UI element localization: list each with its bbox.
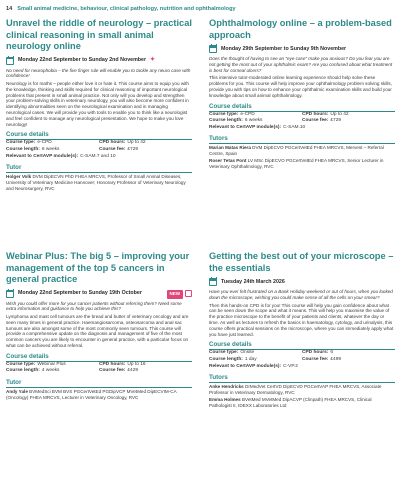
calendar-icon xyxy=(209,45,217,53)
course-dates-text: Monday 22nd September to Sunday 19th October xyxy=(18,290,142,297)
course-type: e-CPD xyxy=(37,140,52,146)
relevant-modules: C-VP.2 xyxy=(283,363,298,369)
course-details xyxy=(209,350,395,370)
calendar-icon xyxy=(209,278,217,286)
tutor-entry xyxy=(209,397,395,409)
course-details-heading: Course details xyxy=(6,131,192,140)
course-length: 6 weeks xyxy=(244,118,263,124)
tutor-entry xyxy=(6,389,192,401)
course-fee: £729 xyxy=(127,147,139,153)
course-details-heading: Course details xyxy=(209,103,395,112)
course-details xyxy=(6,362,192,375)
webinar-icon xyxy=(185,290,192,297)
course-description: This intensive tutor-moderated online learning experience should help solve these problems for you. This course will help improve your ophthalmology problem solving skills, provide you with tips on how to enhance your ophthalmic examination skills and build your knowledge about small animal ophthalmology. xyxy=(209,75,392,98)
section-title: Small animal medicine, behaviour, clinical pathology, nutrition and ophthalmology xyxy=(17,6,236,12)
cpd-hours: Up to 42 xyxy=(127,140,146,146)
course-type: Webinar Plus xyxy=(37,361,66,367)
cpd-hours: 6 xyxy=(330,350,334,356)
tutor-name: Marian Matas Riera xyxy=(209,145,251,151)
course-description: Lymphoma and mast cell tumours are the bread and butter of veterinary oncology and are seen many times in general practice. Haemangiosarcoma, osteosarcoma and anal sac tumours are also amongst some of the most commonly seen tumours. This course will provide a comprehensive update on the diagnosis and management of five of the most common cancers you are likely to encounter in general practice, with a particular focus on what can be achieved without referral. xyxy=(6,314,189,349)
course-intro: Have you ever felt frustrated on a Bank Holiday weekend or out of hours, when you looked down the microscope, wishing you could make sense of all the cells on your smear? xyxy=(209,289,393,300)
course-dates-text: Monday 29th September to Sunday 9th November xyxy=(221,45,347,52)
label-cpd-hours: CPD hours: xyxy=(99,140,126,146)
cpd-hours: Up to 42 xyxy=(330,111,349,117)
course-title: Ophthalmology online – a problem-based approach xyxy=(209,18,392,40)
course-neurology xyxy=(6,18,192,192)
new-badge: NEW xyxy=(167,290,184,300)
cpd-hours: Up to 16 xyxy=(127,361,146,367)
page-header xyxy=(6,6,236,12)
label-course-fee: Course fee: xyxy=(99,147,126,153)
sparkle-icon: ✦ xyxy=(150,57,156,64)
label-relevant: Relevant to CertAVP module(s): xyxy=(209,363,282,369)
course-description: Then this hands-on CPD is for you! This course will help you gain confidence about what can be seen down the scope and what it means. This will help you maximise the value of the practice microscope to the benefit of your patients and clients, whatever the day or time. As well as lectures to refresh the basics in haematology, cytology, and urinalysis, this course offers practical sessions on the microscope, where you can immediately apply what you have just learned. xyxy=(209,302,394,337)
course-type: e-CPD xyxy=(240,111,255,117)
course-length: 4 weeks xyxy=(41,368,60,374)
course-intro: Wish you could offer more for your cancer patients without referring them? Need some extra information and guidance to help you achieve this? xyxy=(6,300,182,312)
course-big5-cancers xyxy=(6,251,192,401)
label-course-type: Course type: xyxy=(209,350,239,356)
tutor-credentials: LV MSc DipECVO PGCertVetEd FHEA MRCVS, Senior Lecturer in Veterinary Ophthalmology, RVC xyxy=(209,157,384,169)
label-course-fee: Course fee: xyxy=(302,356,329,362)
label-course-fee: Course fee: xyxy=(302,118,329,124)
tutor-credentials: DVM DipECVN PhD FHEA MRCVS, Professor of Small Animal Diseases, University of Veterinary Medicine Hannover; Honorary Professor of Veterinary Neurology and Neurosurgery, RVC xyxy=(6,174,186,191)
course-intro: No need for neurophobia – the five finger rule will enable you to tackle any neuro case with confidence! xyxy=(6,67,191,79)
label-course-length: Course length: xyxy=(209,118,243,124)
course-fee: £729 xyxy=(330,118,342,124)
label-course-type: Course type: xyxy=(209,111,239,117)
course-microscope xyxy=(209,251,395,408)
calendar-icon xyxy=(6,57,14,65)
tutor-entry xyxy=(209,158,395,170)
course-details xyxy=(209,112,395,132)
tutor-credentials: BVMedSci BVM BVS PGCertVetEd PGDipVCP MVetMed DipECVIM-CA (Oncology) FHEA MRCVS, Lecturer in Veterinary Oncology, RVC xyxy=(6,389,177,400)
tutor-name: Emma Holmes xyxy=(209,396,241,402)
tutor-name: Andy Yale xyxy=(6,389,28,395)
label-course-length: Course length: xyxy=(6,147,40,153)
label-course-type: Course type: xyxy=(6,140,36,146)
tutor-heading: Tutor xyxy=(6,164,192,173)
tutor-entry xyxy=(6,174,192,191)
course-dates xyxy=(209,278,395,286)
tutor-entry xyxy=(209,384,395,396)
page-number: 14 xyxy=(6,6,13,12)
course-details-heading: Course details xyxy=(6,353,192,362)
label-course-length: Course length: xyxy=(209,356,243,362)
course-intro: Does the thought of having to see an "eye case" make you anxious? Do you fear you are not getting the most out of your ophthalmic exam? Are you confused about what treatment is best for corneal ulcers? xyxy=(209,56,393,73)
course-details-heading: Course details xyxy=(209,341,395,350)
tutor-heading: Tutor xyxy=(6,379,192,388)
tutor-name: Holger Volk xyxy=(6,174,32,180)
tutor-entry xyxy=(209,145,395,157)
course-title: Unravel the riddle of neurology – practical clinical reasoning in small animal neurology online xyxy=(6,18,192,51)
label-cpd-hours: CPD hours: xyxy=(302,111,329,117)
label-relevant: Relevant to CertAVP module(s): xyxy=(209,124,282,130)
label-cpd-hours: CPD hours: xyxy=(302,350,329,356)
label-course-type: Course type: xyxy=(6,361,36,367)
tutor-credentials: DrMedVet CertVD DipECVD PGCertVAP FHEA MRCVS, Associate Professor in Veterinary Dermatology, RVC xyxy=(209,384,382,395)
tutor-name: Roser Tetas Pont xyxy=(209,157,247,163)
course-title: Webinar Plus: The big 5 – improving your management of the top 5 cancers in general practice xyxy=(6,251,190,284)
label-cpd-hours: CPD hours: xyxy=(99,361,126,367)
course-dates-text: Monday 22nd September to Sunday 2nd November xyxy=(18,57,147,64)
course-length: 1 day xyxy=(244,356,257,362)
label-course-fee: Course fee: xyxy=(99,368,126,374)
course-dates xyxy=(6,290,192,298)
relevant-modules: C-SAM.10 xyxy=(283,124,306,130)
relevant-modules: C-SAM.7 and 10 xyxy=(80,153,116,159)
course-fee: £499 xyxy=(330,356,342,362)
calendar-icon xyxy=(6,290,14,298)
course-fee: £429 xyxy=(127,368,139,374)
tutor-credentials: DVM DipECVO PGCertVetEd FHEA MRCVS, Mervest – Referral Centre, Spain xyxy=(209,145,384,157)
course-title: Getting the best out of your microscope – the essentials xyxy=(209,251,394,273)
tutor-name: Anke Hendricks xyxy=(209,384,244,390)
course-ophthalmology xyxy=(209,18,395,170)
label-relevant: Relevant to CertAVP module(s): xyxy=(6,153,79,159)
course-length: 6 weeks xyxy=(41,147,60,153)
course-dates xyxy=(6,57,192,65)
tutor-heading: Tutors xyxy=(209,374,395,383)
label-course-length: Course length: xyxy=(6,368,40,374)
badge-group xyxy=(167,290,193,300)
course-details xyxy=(6,140,192,160)
course-dates-text: Tuesday 24th March 2026 xyxy=(221,278,285,285)
course-description: Neurology is for maths – people either love it or hate it. This course aims to equip you with the knowledge, thinking and skills required for clinical reasoning of important neurological problems that present in small animal practice. Not only will you develop and strengthen your problem-solving skills in veterinary neurology, you will also become more confident in identifying abnormalities seen on the neurological examination and in managing neurological cases. We will provide you with tools to enable you to think like a neurologist and feel confident to manage any neurological presentation. We hope to make you love neurology! xyxy=(6,81,189,127)
course-dates xyxy=(209,45,395,53)
tutor-credentials: BVetMed MVetMed DipACVP (Clinpath) FHEA MRCVS, Clinical Pathologist II, IDEXX Laboratories Ltd xyxy=(209,396,372,408)
course-type: Onsite xyxy=(240,350,255,356)
tutor-heading: Tutors xyxy=(209,135,395,144)
